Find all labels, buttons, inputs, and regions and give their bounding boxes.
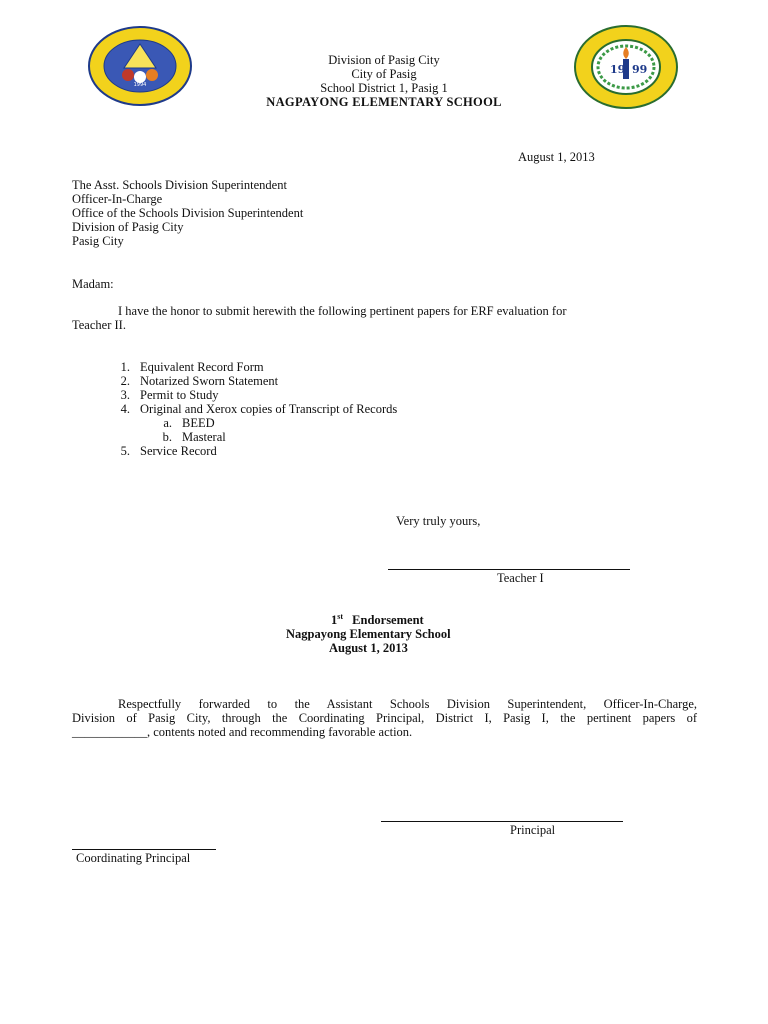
recipient-line: Pasig City xyxy=(72,234,124,248)
header-school-name: NAGPAYONG ELEMENTARY SCHOOL xyxy=(266,95,502,109)
recipient-line: Division of Pasig City xyxy=(72,220,184,234)
recipient-block xyxy=(72,178,303,248)
recipient-line: Office of the Schools Division Superintendent xyxy=(72,206,304,220)
list-item: 5. Service Record xyxy=(120,444,217,458)
endorsement-title: Endorsement xyxy=(352,613,424,627)
name-blank: ____________ xyxy=(72,725,147,739)
header-city: City of Pasig xyxy=(351,67,417,81)
body-paragraph xyxy=(72,304,692,332)
recipient-line: Officer-In-Charge xyxy=(72,192,163,206)
header-division: Division of Pasig City xyxy=(328,53,440,67)
closing: Very truly yours, xyxy=(396,514,481,528)
right-seal-year-right: 99 xyxy=(632,63,648,76)
school-seal-logo xyxy=(574,25,678,109)
endorsement-paragraph xyxy=(72,697,697,739)
header-district: School District 1, Pasig 1 xyxy=(320,81,448,95)
coordinating-principal-title: Coordinating Principal xyxy=(76,851,191,865)
principal-signature-line xyxy=(381,821,623,822)
teacher-title: Teacher I xyxy=(497,571,544,585)
endorsement-heading xyxy=(331,613,424,627)
teacher-signature-line xyxy=(388,569,630,570)
endorse-line: Respectfully forwarded to the Assistant Schools Division Superintendent, Officer-In-Charge, xyxy=(118,697,697,711)
list-subitem: a. BEED xyxy=(163,416,215,430)
right-seal-year-left: 19 xyxy=(610,63,626,76)
list-item: 1. Equivalent Record Form xyxy=(120,360,264,374)
endorsement-date: August 1, 2013 xyxy=(329,641,408,655)
coordinating-signature-line xyxy=(72,849,216,850)
list-item: 2. Notarized Sworn Statement xyxy=(120,374,279,388)
papers-list xyxy=(108,360,397,458)
letter-date: August 1, 2013 xyxy=(518,150,595,164)
list-item: 4. Original and Xerox copies of Transcript of Records xyxy=(120,402,398,416)
recipient-line: The Asst. Schools Division Superintendent xyxy=(72,178,287,192)
endorsement-school: Nagpayong Elementary School xyxy=(286,627,451,641)
list-subitem: b. Masteral xyxy=(162,430,226,444)
left-seal-year: 1994 xyxy=(133,82,147,88)
body-line: Teacher II. xyxy=(72,318,126,332)
division-seal-logo xyxy=(88,26,192,106)
letterhead xyxy=(230,53,538,109)
endorsement-ordinal-suffix: st xyxy=(337,611,344,621)
body-line: I have the honor to submit herewith the following pertinent papers for ERF evaluation for xyxy=(118,304,567,318)
endorse-line: ____________, contents noted and recommending favorable action. xyxy=(72,725,413,739)
principal-title: Principal xyxy=(510,823,556,837)
salutation: Madam: xyxy=(72,277,114,291)
list-item: 3. Permit to Study xyxy=(120,388,219,402)
endorse-line: Division of Pasig City, through the Coordinating Principal, District I, Pasig I, the pertinent papers of xyxy=(72,711,697,725)
endorsement-ordinal: 1 xyxy=(331,613,338,627)
